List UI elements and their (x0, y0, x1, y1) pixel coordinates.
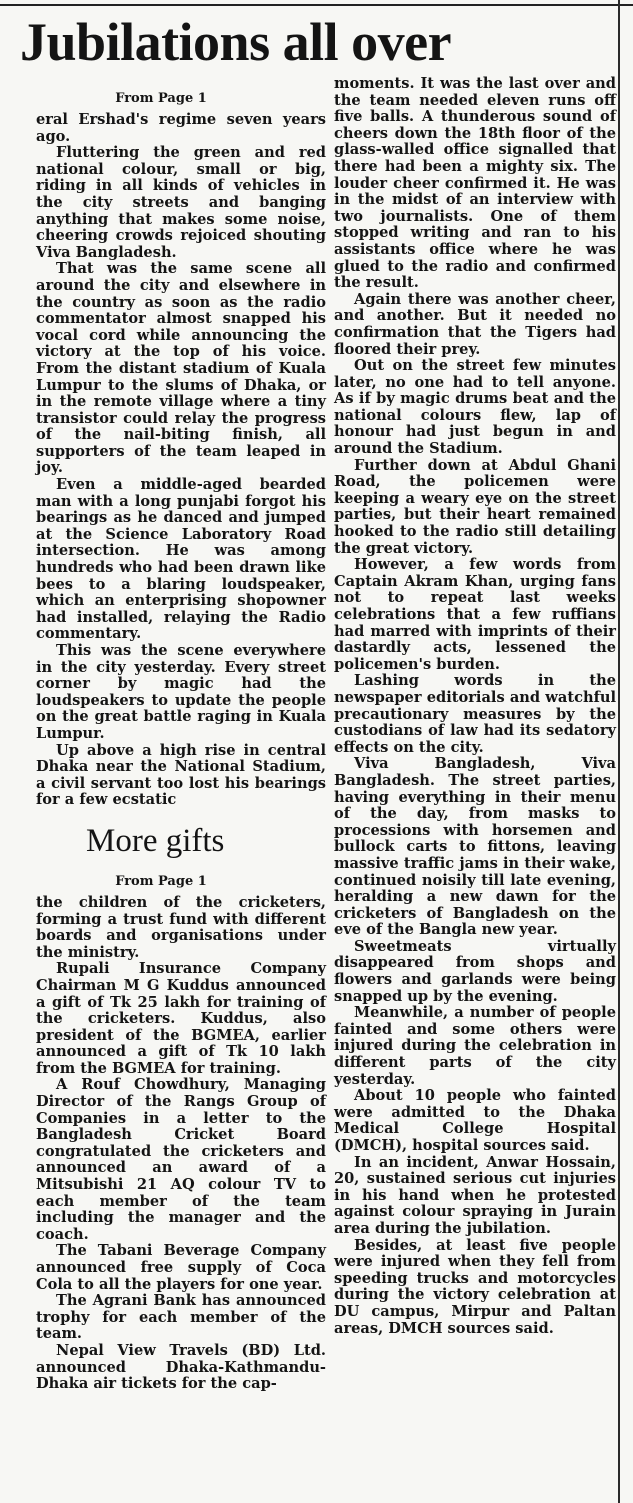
paragraph: Rupali Insurance Company Chairman M G Kuddus announced a gift of Tk 25 lakh for training of the cricketers. Kuddus, also president of the BGMEA, earlier announced a gift of Tk 10 lakh from the BGMEA for training. (36, 960, 326, 1077)
paragraph: Even a middle-aged bearded man with a long punjabi forgot his bearings as he danced and jumped at the Science Laboratory Road intersection. He was among hundreds who had been drawn like bees to a blaring loudspeaker, which an enterprising shopowner had installed, relaying the Radio commentary. (36, 476, 326, 643)
paragraph: the children of the cricketers, forming a trust fund with different boards and organisations under the ministry. (36, 893, 326, 961)
top-rule (0, 4, 633, 6)
paragraph: Again there was another cheer, and another. But it needed no confirmation that the Tigers had floored their prey. (334, 290, 616, 358)
paragraph: That was the same scene all around the city and elsewhere in the country as soon as the radio commentator almost snapped his vocal cord while announcing the victory at the top of his voice. From the distant stadium of Kuala Lumpur to the slums of Dhaka, or in the remote village where a tiny transistor could relay the progress of the nail-biting finish, all supporters of the team leaped in joy. (36, 260, 326, 477)
paragraph: About 10 people who fainted were admitted to the Dhaka Medical College Hospital (DMCH), hospital sources said. (334, 1087, 616, 1154)
paragraph: Nepal View Travels (BD) Ltd. announced Dhaka-Kathmandu-Dhaka air tickets for the cap- (36, 1341, 326, 1393)
paragraph: eral Ershad's regime seven years ago. (36, 111, 326, 145)
paragraph: A Rouf Chowdhury, Managing Director of the Rangs Group of Companies in a letter to the Bangladesh Cricket Board congratulated the cricketers and announced an award of a Mitsubishi 21 AQ colour TV to each member of the team including the manager and the coach. (36, 1076, 326, 1243)
paragraph: The Tabani Beverage Company announced free supply of Coca Cola to all the players for one year. (36, 1242, 326, 1293)
paragraph: Sweetmeats virtually disappeared from shops and flowers and garlands were being snapped up by the evening. (334, 937, 616, 1005)
paragraph: In an incident, Anwar Hossain, 20, sustained serious cut injuries in his hand when he protested against colour spraying in Jurain area during the jubilation. (334, 1153, 616, 1237)
paragraph: Fluttering the green and red national colour, small or big, riding in all kinds of vehicles in the city streets and banging anything that makes some noise, cheering crowds rejoiced shouting Viva Bangladesh. (36, 144, 326, 261)
paragraph: moments. It was the last over and the team needed eleven runs off five balls. A thunderous sound of cheers down the 18th floor of the glass-walled office signalled that there had been a mighty six. The louder cheer confirmed it. He was in the midst of an interview with two journalists. One of them stopped writing and ran to his assistants office where he was glued to the radio and confirmed the result. (334, 75, 616, 292)
paragraph: Lashing words in the newspaper editorials and watchful precautionary measures by the custodians of law had its sedatory effects on the city. (334, 672, 616, 756)
paragraph: Besides, at least five people were injured when they fell from speeding trucks and motorcycles during the victory celebration at DU campus, Mirpur and Paltan areas, DMCH sources said. (334, 1236, 616, 1337)
paragraph: Up above a high rise in central Dhaka near the National Stadium, a civil servant too lost his bearings for a few ecstatic (36, 741, 326, 809)
paragraph: Meanwhile, a number of people fainted and some others were injured during the celebration in different parts of the city yesterday. (334, 1004, 616, 1088)
headline: Jubilations all over (20, 12, 452, 72)
paragraph: The Agrani Bank has announced trophy for each member of the team. (36, 1292, 326, 1343)
paragraph: Further down at Abdul Ghani Road, the policemen were keeping a weary eye on the street parties, but their heart remained hooked to the radio still detailing the great victory. (334, 456, 616, 557)
jump-label: From Page 1 (115, 91, 207, 106)
left-column (36, 90, 326, 1393)
paragraph: This was the scene everywhere in the city yesterday. Every street corner by magic had the loudspeakers to update the people on the great battle raging in Kuala Lumpur. (36, 642, 326, 742)
jump-label: From Page 1 (115, 873, 207, 889)
subheadline: More gifts (86, 822, 225, 859)
column-rule (618, 0, 620, 1503)
paragraph: Out on the street few minutes later, no one had to tell anyone. As if by magic drums beat and the national colours flew, lap of honour had just begun in and around the Stadium. (334, 357, 616, 458)
paragraph: Viva Bangladesh, Viva Bangladesh. The street parties, having everything in their menu of the day, from masks to processions with horsemen and bullock carts to fittons, leaving massive traffic jams in their wake, continued noisily till late evening, heralding a new dawn for the cricketers of Bangladesh on the eve of the Bangla new year. (334, 755, 616, 939)
paragraph: However, a few words from Captain Akram Khan, urging fans not to repeat last weeks celebrations that a few ruffians had marred with imprints of their dastardly acts, lessened the policemen's burden. (334, 556, 616, 673)
right-column (334, 76, 616, 1337)
